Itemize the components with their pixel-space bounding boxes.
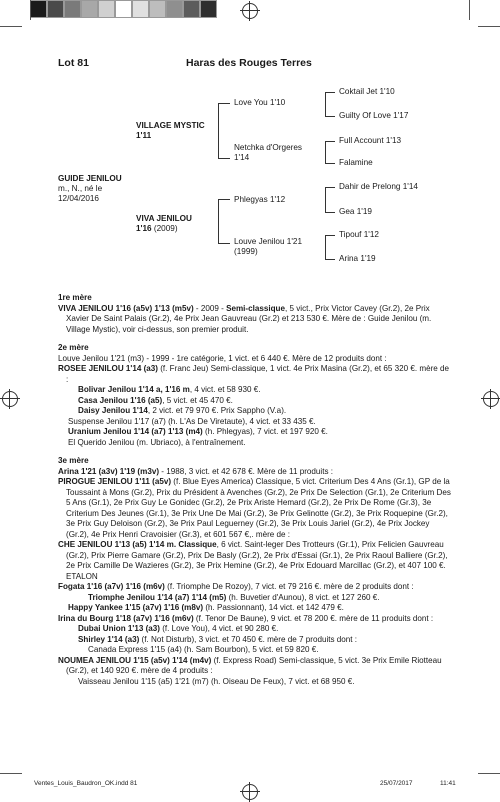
dam-name: VIVA JENILOU [136, 214, 192, 223]
dam-sire: Phlegyas 1'12 [234, 195, 286, 204]
color-swatch [47, 0, 64, 18]
entry-third-dam: Arina 1'21 (a3v) 1'19 (m3v) - 1988, 3 vict. et 42 678 €. Mère de 11 produits : [58, 466, 333, 476]
ancestor-g4: Gea 1'19 [339, 207, 372, 216]
section-title: 3e mère [58, 456, 89, 465]
entry-produce: Shirley 1'14 (a3) (f. Not Disturb), 3 vict. et 70 450 €. mère de 7 produits dont : [78, 634, 358, 644]
sire-sire: Love You 1'10 [234, 98, 286, 107]
dam-dam: Louve Jenilou 1'21 (1999) [234, 237, 303, 256]
color-bar [30, 0, 220, 18]
lot-number: Lot 81 [58, 57, 89, 69]
entry-produce: El Querido Jenilou (m. Ubriaco), à l'entraînement. [68, 437, 246, 447]
ancestor-g4: Falamine [339, 158, 373, 167]
crop-mark [0, 26, 22, 27]
color-swatch [64, 0, 81, 18]
crop-mark [478, 26, 500, 27]
color-swatch [166, 0, 183, 18]
entry-second-dam: Louve Jenilou 1'21 (m3) - 1999 - 1re catégorie, 1 vict. et 6 440 €. Mère de 12 produits dont : [58, 353, 387, 363]
color-swatch [30, 0, 47, 18]
crop-mark [469, 0, 470, 20]
dam-label [136, 214, 192, 234]
entry-produce: NOUMEA JENILOU 1'15 (a5v) 1'14 (m4v) (f. Express Road) Semi-classique, 5 vict. 3e Prix Emile Riotteau (Gr.2), et 140 920 €. mère de 4 produits : [58, 655, 442, 675]
entry-produce: Uranium Jenilou 1'14 (a7) 1'13 (m4) (h. Phlegyas), 7 vict. et 197 920 €. [68, 427, 328, 436]
entry-produce: Fogata 1'16 (a7v) 1'16 (m6v) (f. Triomphe De Rozoy), 7 vict. et 79 216 €. mère de 2 produits dont : [58, 582, 414, 591]
maternal-line-text [58, 293, 453, 687]
ancestor-g4: Full Account 1'13 [339, 136, 402, 145]
section-title: 2e mère [58, 343, 89, 352]
dam-year: (2009) [153, 224, 178, 233]
footer-date: 25/07/2017 [380, 780, 413, 787]
ancestor-g4: Arina 1'19 [339, 254, 376, 263]
color-swatch [81, 0, 98, 18]
entry-produce: Canada Express 1'15 (a4) (h. Sam Bourbon), 5 vict. et 59 820 €. [88, 645, 319, 654]
section-title: 1re mère [58, 293, 92, 302]
crop-mark [0, 773, 22, 774]
color-swatch [98, 0, 115, 18]
entry-produce: ROSEE JENILOU 1'14 (a3) (f. Franc Jeu) Semi-classique, 1 vict. 4e Prix Masina (Gr.2), et 65 320 €. mère de : [58, 364, 450, 384]
entry-produce: Irina du Bourg 1'18 (a7v) 1'16 (m6v) (f. Tenor De Baune), 9 vict. et 78 200 €. mère de 11 produits dont : [58, 613, 434, 623]
entry-produce: Vaisseau Jenilou 1'15 (a5) 1'21 (m7) (h. Oiseau De Feux), 7 vict. et 68 950 €. [78, 676, 355, 686]
registration-mark-right [483, 391, 499, 407]
entry-produce: Daisy Jenilou 1'14, 2 vict. et 79 970 €. Prix Sappho (V.a). [78, 406, 287, 415]
subject-details: m., N., né le 12/04/2016 [58, 184, 103, 203]
dam-time: 1'16 [136, 224, 152, 233]
sire-time: 1'11 [136, 131, 152, 140]
crop-mark [30, 0, 31, 20]
sire-dam: Netchka d'Orgeres 1'14 [234, 143, 303, 162]
color-swatch [200, 0, 217, 18]
color-swatch [183, 0, 200, 18]
sire-name: VILLAGE MYSTIC [136, 121, 205, 130]
subject-name: GUIDE JENILOU [58, 174, 122, 183]
entry-produce: Happy Yankee 1'15 (a7v) 1'16 (m8v) (h. Passionnant), 14 vict. et 142 479 €. [68, 603, 344, 612]
footer-filename: Ventes_Louis_Baudron_OK.indd 81 [34, 780, 138, 787]
entry-produce: Suspense Jenilou 1'17 (a7) (h. L'As De Viretaute), 4 vict. et 33 435 €. [68, 416, 316, 426]
registration-mark-bottom [242, 784, 258, 800]
ancestor-g4: Tipouf 1'12 [339, 230, 379, 239]
entry-produce: Dubai Union 1'13 (a3) (f. Love You), 4 vict. et 90 280 €. [78, 624, 279, 633]
entry-produce: Bolivar Jenilou 1'14 a, 1'16 m, 4 vict. et 58 930 €. [78, 385, 261, 394]
entry-produce: CHE JENILOU 1'13 (a5) 1'14 m. Classique, 6 vict. Saint-leger Des Trotteurs (Gr.1), Prix Felicien Gauvreau (Gr.2), Prix Pierre Gamare (Gr.2), Prix De Basly (Gr.2), 2e Prix d'Essai (Gr.1), 2e Prix Raoul Balliere (Gr.2), 2e Prix Camille De Wazieres (Gr.2), 3e Prix Hemine (Gr.2), 4e Prix Edouard Marcillac (Gr.2), et 407 100 €. ETALON [58, 540, 448, 581]
breeder-name: Haras des Rouges Terres [186, 57, 312, 69]
entry-produce: PIROGUE JENILOU 1'11 (a5v) (f. Blue Eyes America) Classique, 5 vict. Criterium Des 4 Ans (Gr.1), GP de la Toussaint à Mons (Gr.2), Prix du Président à Avenches (Gr.2), 2e Prix De Selection (Gr.1), 2e Criterium Des 5 Ans (Gr.1), 2e Prix Guy Le Gonidec (Gr.2), 2e Prix Ariste Hemard (Gr.2), 2e Prix De Rome (Gr.3), 3e Criterium Des Jeunes (Gr.1), 3e Prix Une De Mai (Gr.2), 3e Prix Gelinotte (Gr.2), 3e Prix Roquepine (Gr.2), 3e Prix Guy Deloison (Gr.2), 3e Prix Paul Leguerney (Gr.2), 3e Prix Louis Jariel (Gr.2), 4e Prix Jockey (Gr.2), 4e Prix Henri Cravoisier (Gr.3), et 601 567 €,. mère de : [58, 477, 451, 539]
entry-produce: Casa Jenilou 1'16 (a5), 5 vict. et 45 470 €. [78, 395, 233, 405]
footer-time: 11:41 [440, 780, 456, 787]
registration-mark-left [2, 391, 18, 407]
crop-mark [478, 773, 500, 774]
entry-produce: Triomphe Jenilou 1'14 (a7) 1'14 (m5) (h. Buvetier d'Aunou), 8 vict. et 127 260 €. [88, 592, 380, 602]
ancestor-g4: Coktail Jet 1'10 [339, 87, 395, 96]
color-swatch [132, 0, 149, 18]
entry-first-dam: VIVA JENILOU 1'16 (a5v) 1'13 (m5v) - 2009 - Semi-classique, 5 vict., Prix Victor Cavey (Gr.2), 2e Prix Xavier De Saint Palais (Gr.2), 4e Prix Jean Gauvreau (Gr.2) et 213 530 €. Mère de : Guide Jenilou (m. Village Mystic), voir ci-dessus, son premier produit. [58, 303, 432, 334]
ancestor-g4: Dahir de Prelong 1'14 [339, 182, 418, 191]
ancestor-g4: Guilty Of Love 1'17 [339, 111, 409, 120]
registration-mark-top [242, 3, 258, 19]
color-swatch [149, 0, 166, 18]
color-swatch [115, 0, 132, 18]
